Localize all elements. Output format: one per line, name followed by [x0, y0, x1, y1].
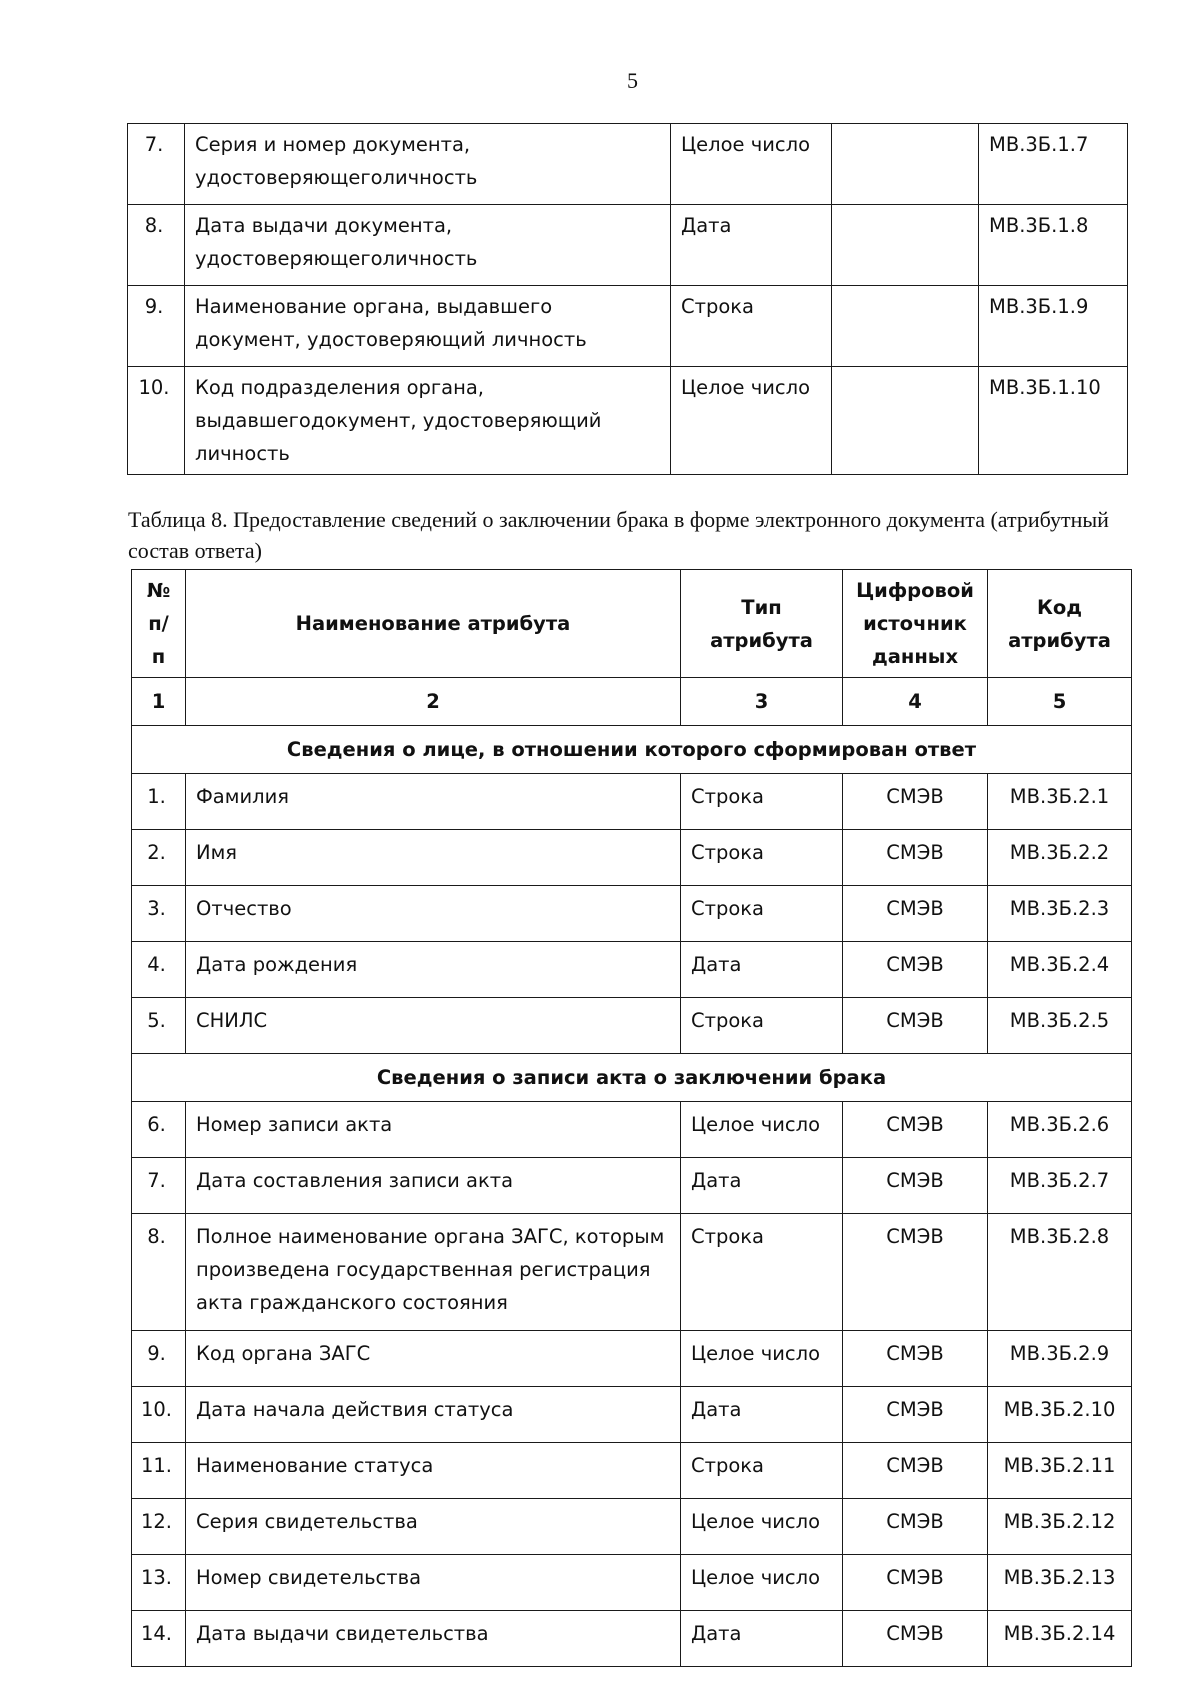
- attribute-name: Дата выдачи документа, удостоверяющеголичность: [185, 205, 671, 286]
- data-source: [832, 367, 979, 475]
- data-source: СМЭВ: [843, 1443, 988, 1499]
- data-source: СМЭВ: [843, 774, 988, 830]
- attribute-type: Строка: [681, 1443, 843, 1499]
- row-number: 7.: [132, 1158, 186, 1214]
- data-source: [832, 286, 979, 367]
- attribute-code: МВ.3Б.2.3: [988, 886, 1132, 942]
- row-number: 14.: [132, 1611, 186, 1667]
- attribute-code: МВ.3Б.2.10: [988, 1387, 1132, 1443]
- attribute-type: Дата: [681, 1158, 843, 1214]
- table8-caption: Таблица 8. Предоставление сведений о заключении брака в форме электронного документа (атрибутный состав ответа): [128, 507, 1109, 563]
- row-number: 9.: [132, 1331, 186, 1387]
- row-number: 7.: [128, 124, 185, 205]
- data-source: СМЭВ: [843, 1387, 988, 1443]
- header-source: Цифровой источник данных: [843, 570, 988, 678]
- attribute-name: Код органа ЗАГС: [186, 1331, 681, 1387]
- attribute-type: Строка: [681, 886, 843, 942]
- column-number: 5: [988, 678, 1132, 726]
- data-source: СМЭВ: [843, 1555, 988, 1611]
- row-number: 10.: [128, 367, 185, 475]
- data-source: СМЭВ: [843, 1158, 988, 1214]
- table-row: [132, 942, 1132, 998]
- section-title: Сведения о лице, в отношении которого сформирован ответ: [132, 726, 1132, 774]
- attribute-code: МВ.3Б.2.12: [988, 1499, 1132, 1555]
- attribute-code: МВ.3Б.2.5: [988, 998, 1132, 1054]
- header-name: Наименование атрибута: [186, 570, 681, 678]
- data-source: [832, 124, 979, 205]
- column-number: 3: [681, 678, 843, 726]
- attribute-name: Номер записи акта: [186, 1102, 681, 1158]
- table-row: [128, 367, 1128, 475]
- data-source: СМЭВ: [843, 942, 988, 998]
- data-source: СМЭВ: [843, 1499, 988, 1555]
- data-source: СМЭВ: [843, 886, 988, 942]
- table-row: [128, 286, 1128, 367]
- attribute-name: Отчество: [186, 886, 681, 942]
- attribute-type: Строка: [681, 1214, 843, 1331]
- row-number: 13.: [132, 1555, 186, 1611]
- row-number: 4.: [132, 942, 186, 998]
- attribute-type: Целое число: [681, 1102, 843, 1158]
- row-number: 12.: [132, 1499, 186, 1555]
- attribute-name: Полное наименование органа ЗАГС, которым произведена государственная регистрация акта гражданского состояния: [186, 1214, 681, 1331]
- attribute-name: Имя: [186, 830, 681, 886]
- table8-column-numbers-row: [132, 678, 1132, 726]
- attribute-type: Целое число: [671, 124, 832, 205]
- attribute-type: Строка: [671, 286, 832, 367]
- section-header-row: [132, 1054, 1132, 1102]
- attribute-name: Дата начала действия статуса: [186, 1387, 681, 1443]
- attribute-type: Строка: [681, 830, 843, 886]
- attribute-type: Дата: [681, 1611, 843, 1667]
- row-number: 2.: [132, 830, 186, 886]
- data-source: СМЭВ: [843, 1102, 988, 1158]
- attribute-name: Номер свидетельства: [186, 1555, 681, 1611]
- attribute-type: Целое число: [681, 1555, 843, 1611]
- attribute-type: Строка: [681, 998, 843, 1054]
- column-number: 2: [186, 678, 681, 726]
- section-header-row: [132, 726, 1132, 774]
- attribute-type: Целое число: [671, 367, 832, 475]
- attribute-code: МВ.3Б.1.9: [979, 286, 1128, 367]
- attribute-code: МВ.3Б.2.4: [988, 942, 1132, 998]
- attribute-code: МВ.3Б.2.2: [988, 830, 1132, 886]
- attribute-name: Фамилия: [186, 774, 681, 830]
- attribute-code: МВ.3Б.2.7: [988, 1158, 1132, 1214]
- table-row: [132, 998, 1132, 1054]
- attribute-name: Дата рождения: [186, 942, 681, 998]
- data-source: СМЭВ: [843, 1214, 988, 1331]
- attribute-code: МВ.3Б.2.14: [988, 1611, 1132, 1667]
- table-row: [132, 1499, 1132, 1555]
- table8-header-row: [132, 570, 1132, 678]
- table-row: [128, 124, 1128, 205]
- table-row: [128, 205, 1128, 286]
- attribute-code: МВ.3Б.2.11: [988, 1443, 1132, 1499]
- attribute-code: МВ.3Б.2.8: [988, 1214, 1132, 1331]
- attribute-name: Наименование органа, выдавшего документ, удостоверяющий личность: [185, 286, 671, 367]
- column-number: 4: [843, 678, 988, 726]
- attribute-type: Дата: [671, 205, 832, 286]
- attribute-code: МВ.3Б.1.8: [979, 205, 1128, 286]
- table-row: [132, 1158, 1132, 1214]
- table-row: [132, 1611, 1132, 1667]
- data-source: СМЭВ: [843, 1611, 988, 1667]
- section-title: Сведения о записи акта о заключении брака: [132, 1054, 1132, 1102]
- column-number: 1: [132, 678, 186, 726]
- table-row: [132, 1387, 1132, 1443]
- table-row: [132, 830, 1132, 886]
- attribute-name: СНИЛС: [186, 998, 681, 1054]
- row-number: 8.: [132, 1214, 186, 1331]
- row-number: 10.: [132, 1387, 186, 1443]
- header-num: № п/п: [132, 570, 186, 678]
- page-number: 5: [627, 68, 638, 93]
- attribute-type: Целое число: [681, 1499, 843, 1555]
- attribute-code: МВ.3Б.2.6: [988, 1102, 1132, 1158]
- header-code: Код атрибута: [988, 570, 1132, 678]
- row-number: 1.: [132, 774, 186, 830]
- table-row: [132, 1331, 1132, 1387]
- attribute-code: МВ.3Б.1.10: [979, 367, 1128, 475]
- table-row: [132, 1443, 1132, 1499]
- attribute-name: Серия и номер документа, удостоверяющеголичность: [185, 124, 671, 205]
- attribute-name: Серия свидетельства: [186, 1499, 681, 1555]
- attribute-code: МВ.3Б.1.7: [979, 124, 1128, 205]
- attribute-name: Дата выдачи свидетельства: [186, 1611, 681, 1667]
- row-number: 5.: [132, 998, 186, 1054]
- data-source: СМЭВ: [843, 1331, 988, 1387]
- data-source: СМЭВ: [843, 830, 988, 886]
- table-row: [132, 886, 1132, 942]
- table-row: [132, 1555, 1132, 1611]
- data-source: СМЭВ: [843, 998, 988, 1054]
- header-type: Тип атрибута: [681, 570, 843, 678]
- attribute-type: Целое число: [681, 1331, 843, 1387]
- attribute-type: Строка: [681, 774, 843, 830]
- attribute-name: Наименование статуса: [186, 1443, 681, 1499]
- attribute-name: Дата составления записи акта: [186, 1158, 681, 1214]
- attribute-code: МВ.3Б.2.1: [988, 774, 1132, 830]
- attribute-code: МВ.3Б.2.9: [988, 1331, 1132, 1387]
- attribute-code: МВ.3Б.2.13: [988, 1555, 1132, 1611]
- attribute-type: Дата: [681, 1387, 843, 1443]
- attribute-type: Дата: [681, 942, 843, 998]
- row-number: 8.: [128, 205, 185, 286]
- row-number: 3.: [132, 886, 186, 942]
- previous-attribute-table: [127, 123, 1128, 475]
- row-number: 11.: [132, 1443, 186, 1499]
- data-source: [832, 205, 979, 286]
- table-row: [132, 774, 1132, 830]
- row-number: 9.: [128, 286, 185, 367]
- row-number: 6.: [132, 1102, 186, 1158]
- table-row: [132, 1102, 1132, 1158]
- table-row: [132, 1214, 1132, 1331]
- table8-marriage-attributes: [131, 569, 1132, 1667]
- attribute-name: Код подразделения органа, выдавшегодокумент, удостоверяющий личность: [185, 367, 671, 475]
